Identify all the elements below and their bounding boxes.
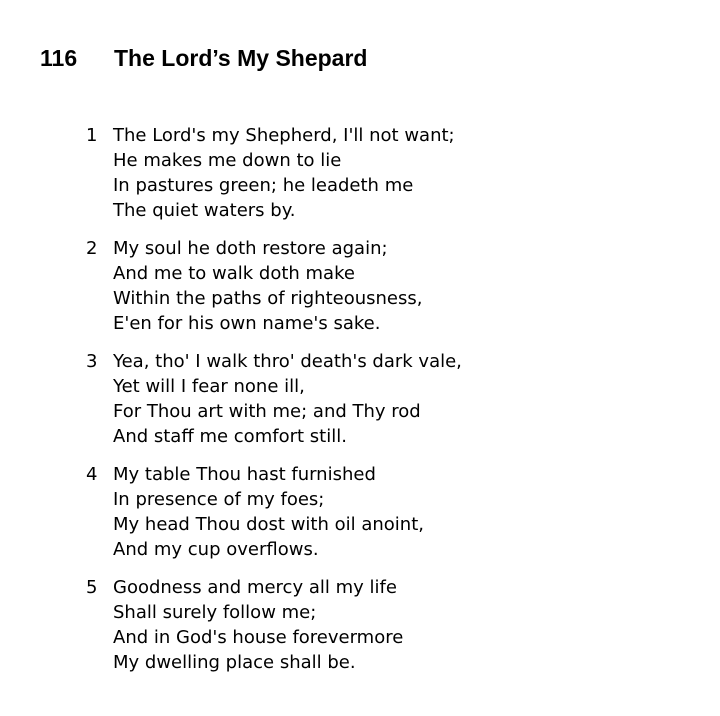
verse-line: And in God's house forevermore [113,627,404,648]
verse-line: In pastures green; he leadeth me [113,175,414,196]
hymn-number: 116 [40,45,78,71]
verse-line: E'en for his own name's sake. [113,313,381,334]
verse-number: 4 [86,464,98,485]
verse-line: In presence of my foes; [113,489,325,510]
verse-line: My table Thou hast furnished [113,464,376,485]
verse-list [86,123,686,688]
verse-2 [86,236,686,336]
verse-number: 3 [86,351,98,372]
verse-number: 2 [86,238,98,259]
verse-line: My soul he doth restore again; [113,238,388,259]
verse-1 [86,123,686,223]
hymn-header [40,43,367,73]
verse-line: The quiet waters by. [113,200,296,221]
verse-line: And me to walk doth make [113,263,355,284]
verse-line: Within the paths of righteousness, [113,288,423,309]
verse-line: And my cup overflows. [113,539,319,560]
verse-line: My dwelling place shall be. [113,652,356,673]
verse-line: For Thou art with me; and Thy rod [113,401,421,422]
verse-line: Yet will I fear none ill, [113,376,305,397]
verse-number: 5 [86,577,98,598]
verse-4 [86,462,686,562]
verse-line: Yea, tho' I walk thro' death's dark vale, [113,351,462,372]
verse-line: The Lord's my Shepherd, I'll not want; [113,125,455,146]
verse-5 [86,575,686,675]
verse-number: 1 [86,125,98,146]
verse-line: My head Thou dost with oil anoint, [113,514,424,535]
verse-line: Goodness and mercy all my life [113,577,397,598]
verse-line: Shall surely follow me; [113,602,317,623]
hymn-title: The Lord’s My Shepard [114,45,368,71]
verse-line: And staff me comfort still. [113,426,347,447]
verse-3 [86,349,686,449]
verse-line: He makes me down to lie [113,150,342,171]
